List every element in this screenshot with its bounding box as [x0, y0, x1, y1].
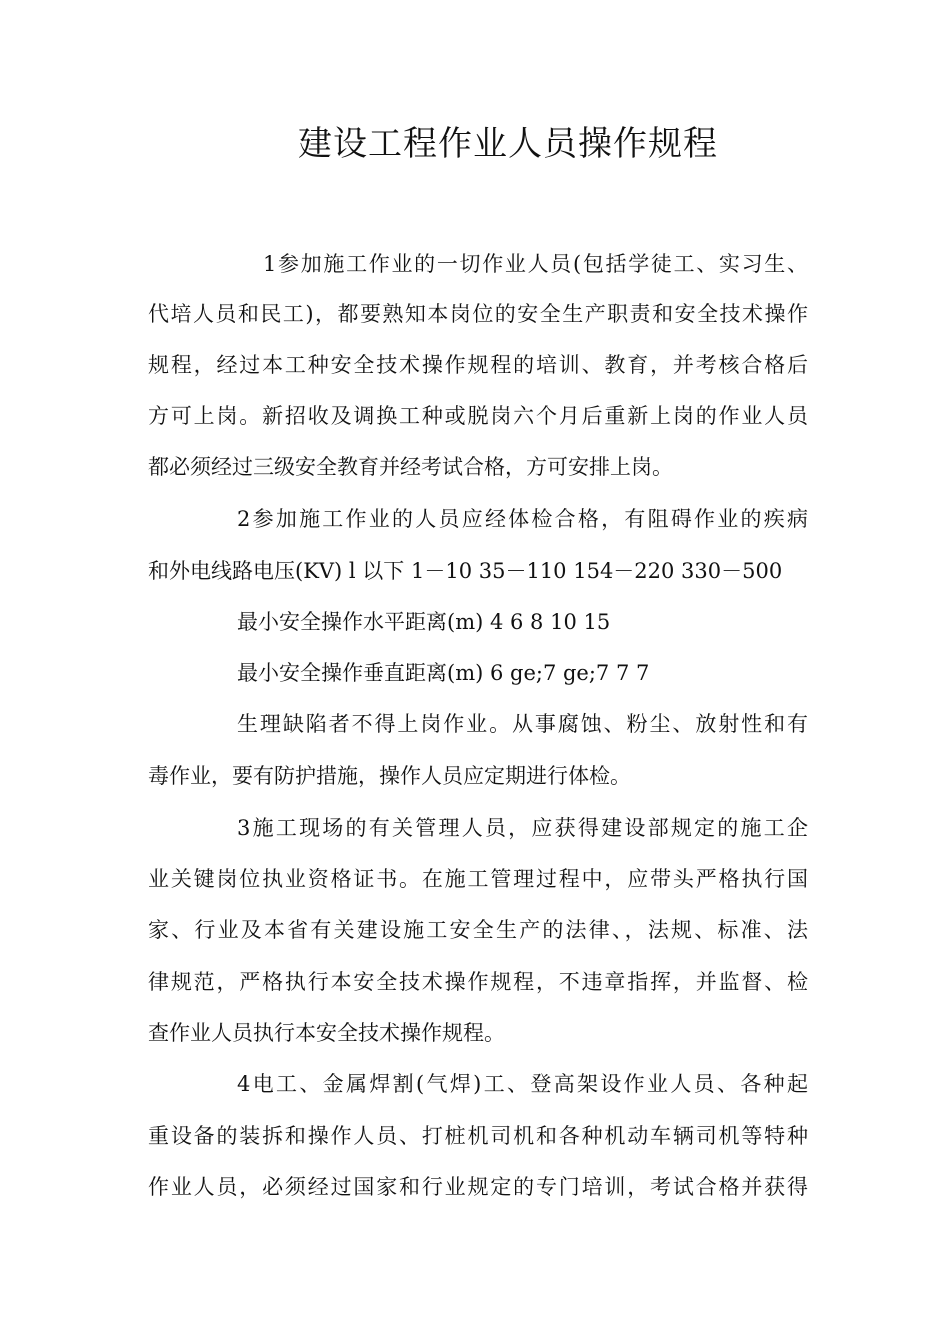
paragraph-line: 最小安全操作垂直距离(m) 6 ge;7 ge;7 7 7 [237, 661, 650, 685]
paragraph-line: 3施工现场的有关管理人员，应获得建设部规定的施工企 [237, 816, 808, 840]
paragraph-line: 重设备的装拆和操作人员、打桩机司机和各种机动车辆司机等特种 [148, 1124, 808, 1148]
paragraph-line: 规程，经过本工种安全技术操作规程的培训、教育，并考核合格后 [148, 353, 808, 377]
paragraph-line: 家、行业及本省有关建设施工安全生产的法律、，法规、标准、法 [148, 918, 808, 942]
paragraph-line: 代培人员和民工)，都要熟知本岗位的安全生产职责和安全技术操作 [148, 302, 808, 326]
paragraph-line: 毒作业，要有防护措施，操作人员应定期进行体检。 [148, 764, 631, 788]
paragraph-line: 业关键岗位执业资格证书。在施工管理过程中，应带头严格执行国 [148, 867, 808, 891]
paragraph-line: 方可上岗。新招收及调换工种或脱岗六个月后重新上岗的作业人员 [148, 404, 808, 428]
paragraph-line: 最小安全操作水平距离(m) 4 6 8 10 15 [237, 610, 611, 634]
paragraph-line: 生理缺陷者不得上岗作业。从事腐蚀、粉尘、放射性和有 [237, 712, 808, 736]
paragraph-line: 作业人员，必须经过国家和行业规定的专门培训，考试合格并获得 [148, 1175, 808, 1199]
paragraph-line: 查作业人员执行本安全技术操作规程。 [148, 1021, 505, 1045]
document-title: 建设工程作业人员操作规程 [298, 124, 718, 164]
paragraph-line: 都必须经过三级安全教育并经考试合格，方可安排上岗。 [148, 455, 673, 479]
paragraph-line: 1参加施工作业的一切作业人员(包括学徒工、实习生、 [263, 252, 808, 276]
paragraph-line: 4电工、金属焊割(气焊)工、登高架设作业人员、各种起 [237, 1072, 808, 1096]
paragraph-line: 2参加施工作业的人员应经体检合格，有阻碍作业的疾病 [237, 507, 808, 531]
paragraph-line: 律规范，严格执行本安全技术操作规程，不违章指挥，并监督、检 [148, 970, 808, 994]
paragraph-line: 和外电线路电压(KV) l 以下 1－10 35－110 154－220 330－500 [148, 559, 783, 583]
